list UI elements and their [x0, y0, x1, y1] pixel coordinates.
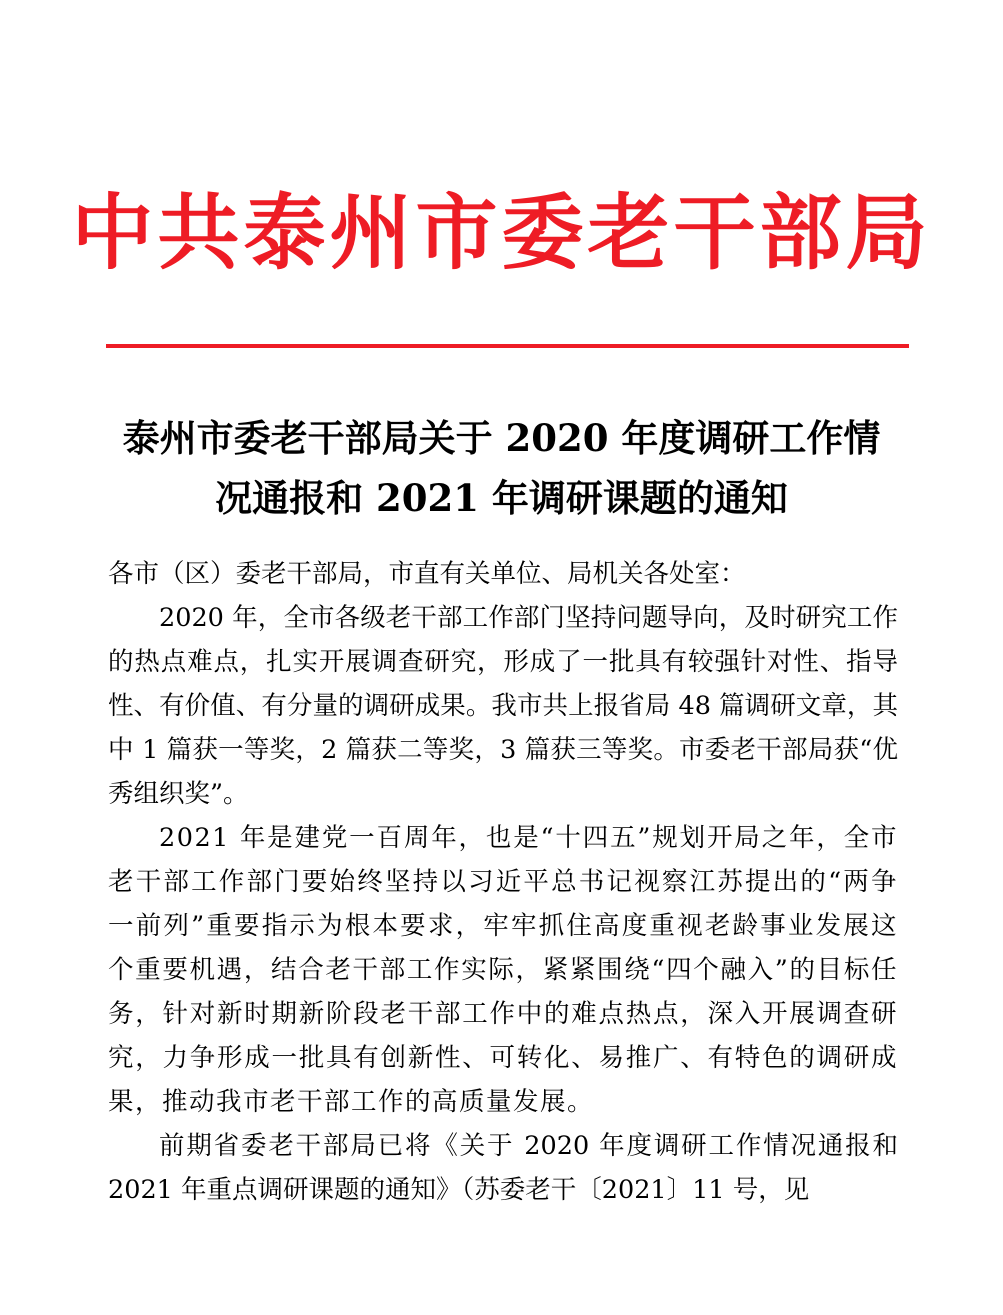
salutation: 各市（区）委老干部局，市直有关单位、局机关各处室：	[108, 559, 746, 589]
paragraph-1: 2020 年，全市各级老干部工作部门坚持问题导向，及时研究工作的热点难点，扎实开展调查研究，形成了一批具有较强针对性、指导性、有价值、有分量的调研成果。我市共上报省局 48 篇调研文章，其中 1 篇获一等奖，2 篇获二等奖，3 篇获三等奖。市委老干部局获“优秀组织奖”。	[108, 603, 898, 809]
letterhead-red-rule	[106, 344, 909, 348]
paragraph-3: 前期省委老干部局已将《关于 2020 年度调研工作情况通报和 2021 年重点调研课题的通知》（苏委老干〔2021〕11 号，见	[108, 1131, 898, 1205]
document-title-line-1: 泰州市委老干部局关于 2020 年度调研工作情	[122, 416, 881, 460]
document-title-line-2: 况通报和 2021 年调研课题的通知	[215, 476, 788, 520]
letterhead-title: 中共泰州市委老干部局	[71, 185, 932, 281]
document-body	[108, 552, 898, 1212]
document-title	[100, 408, 903, 528]
paragraph-2: 2021 年是建党一百周年，也是“十四五”规划开局之年，全市老干部工作部门要始终坚持以习近平总书记视察江苏提出的“两争一前列”重要指示为根本要求，牢牢抓住高度重视老龄事业发展这个重要机遇，结合老干部工作实际，紧紧围绕“四个融入”的目标任务，针对新时期新阶段老干部工作中的难点热点，深入开展调查研究，力争形成一批具有创新性、可转化、易推广、有特色的调研成果，推动我市老干部工作的高质量发展。	[108, 823, 898, 1117]
